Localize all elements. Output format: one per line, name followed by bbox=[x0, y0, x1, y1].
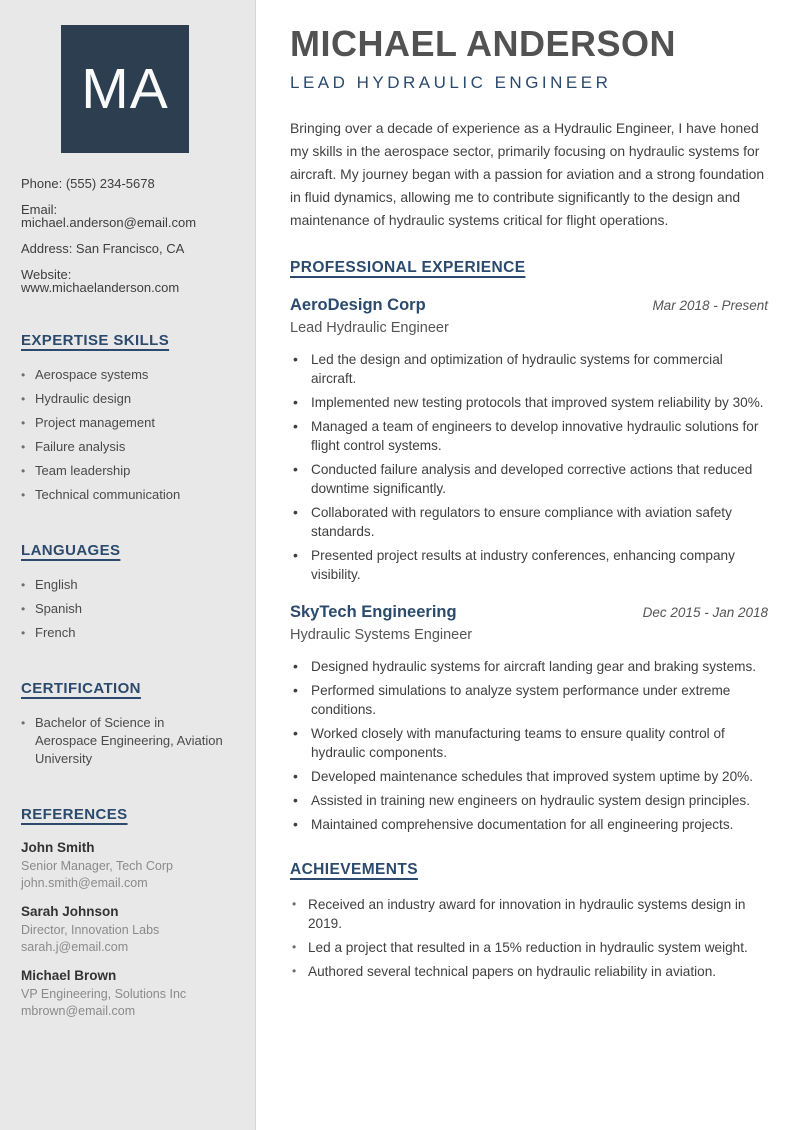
list-item: • Maintained comprehensive documentation for all engineering projects. bbox=[290, 815, 768, 834]
reference-title: VP Engineering, Solutions Inc bbox=[21, 987, 187, 1001]
list-item: • Worked closely with manufacturing teams to ensure quality control of hydraulic components. bbox=[290, 724, 768, 762]
list-item: • Performed simulations to analyze system performance under extreme conditions. bbox=[290, 681, 768, 719]
reference-entry bbox=[21, 904, 229, 956]
job-title: LEAD HYDRAULIC ENGINEER bbox=[290, 72, 612, 92]
list-item: • Implemented new testing protocols that improved system reliability by 30%. bbox=[290, 393, 768, 412]
certification-heading: CERTIFICATION bbox=[21, 680, 141, 697]
achievements-heading: ACHIEVEMENTS bbox=[290, 860, 418, 878]
reference-name: Michael Brown bbox=[21, 968, 117, 983]
company-name: SkyTech Engineering bbox=[290, 602, 457, 621]
achievements-section bbox=[290, 861, 768, 981]
reference-email: john.smith@email.com bbox=[21, 876, 148, 890]
list-item: • Designed hydraulic systems for aircraft landing gear and braking systems. bbox=[290, 657, 768, 676]
list-item: • Developed maintenance schedules that improved system uptime by 20%. bbox=[290, 767, 768, 786]
reference-email: mbrown@email.com bbox=[21, 1004, 136, 1018]
monogram-initials: MA bbox=[81, 57, 169, 121]
job-entry bbox=[290, 603, 768, 834]
company-name: AeroDesign Corp bbox=[290, 295, 426, 314]
sidebar bbox=[0, 0, 256, 1130]
languages-heading: LANGUAGES bbox=[21, 542, 121, 559]
list-item: • Conducted failure analysis and developed corrective actions that reduced downtime significantly. bbox=[290, 460, 768, 498]
list-item: • Authored several technical papers on hydraulic reliability in aviation. bbox=[290, 962, 768, 981]
job-header bbox=[290, 603, 768, 622]
skills-heading: EXPERTISE SKILLS bbox=[21, 332, 170, 349]
contact-email: Email: michael.anderson@email.com bbox=[21, 202, 197, 230]
list-item: • Technical communication bbox=[21, 486, 229, 504]
list-item: • Bachelor of Science in Aerospace Engineering, Aviation University bbox=[21, 714, 229, 768]
list-item: • Failure analysis bbox=[21, 438, 229, 456]
list-item: • French bbox=[21, 624, 229, 642]
main-content bbox=[256, 0, 800, 1130]
list-item: • Managed a team of engineers to develop innovative hydraulic solutions for flight control systems. bbox=[290, 417, 768, 455]
references-heading: REFERENCES bbox=[21, 806, 128, 823]
list-item: • Spanish bbox=[21, 600, 229, 618]
summary-paragraph: Bringing over a decade of experience as a Hydraulic Engineer, I have honed my skills in the aerospace sector, primarily focusing on hydraulic systems for aircraft. My journey began with a passion for aviation and a strong foundation in fluid dynamics, allowing me to contribute significantly to the design and maintenance of hydraulic systems critical for flight operations. bbox=[290, 119, 765, 228]
certification-section bbox=[21, 680, 229, 768]
job-bullets bbox=[290, 657, 768, 834]
skills-list bbox=[21, 366, 229, 504]
reference-entry bbox=[21, 968, 229, 1020]
list-item: • Assisted in training new engineers on hydraulic system design principles. bbox=[290, 791, 768, 810]
job-role: Hydraulic Systems Engineer bbox=[290, 626, 473, 643]
list-item: • Collaborated with regulators to ensure compliance with aviation safety standards. bbox=[290, 503, 768, 541]
languages-list bbox=[21, 576, 229, 642]
job-dates: Dec 2015 - Jan 2018 bbox=[642, 604, 768, 620]
references-section bbox=[21, 806, 229, 1020]
list-item: • Received an industry award for innovation in hydraulic systems design in 2019. bbox=[290, 895, 768, 933]
contact-info bbox=[21, 177, 229, 294]
achievements-list bbox=[290, 895, 768, 981]
list-item: • Hydraulic design bbox=[21, 390, 229, 408]
reference-name: Sarah Johnson bbox=[21, 904, 119, 919]
reference-name: John Smith bbox=[21, 840, 95, 855]
experience-heading: PROFESSIONAL EXPERIENCE bbox=[290, 258, 526, 276]
languages-section bbox=[21, 542, 229, 642]
skills-section bbox=[21, 332, 229, 504]
job-dates: Mar 2018 - Present bbox=[652, 297, 768, 313]
list-item: • Presented project results at industry conferences, enhancing company visibility. bbox=[290, 546, 768, 584]
reference-title: Senior Manager, Tech Corp bbox=[21, 859, 173, 873]
reference-entry bbox=[21, 840, 229, 892]
monogram-badge bbox=[61, 25, 189, 153]
job-header bbox=[290, 296, 768, 315]
list-item: • English bbox=[21, 576, 229, 594]
reference-email: sarah.j@email.com bbox=[21, 940, 129, 954]
contact-phone: Phone: (555) 234-5678 bbox=[21, 176, 155, 191]
experience-section bbox=[290, 259, 768, 834]
contact-address: Address: San Francisco, CA bbox=[21, 241, 185, 256]
page-title: MICHAEL ANDERSON bbox=[290, 23, 677, 64]
list-item: • Led a project that resulted in a 15% reduction in hydraulic system weight. bbox=[290, 938, 768, 957]
list-item: • Team leadership bbox=[21, 462, 229, 480]
certification-list bbox=[21, 714, 229, 768]
reference-title: Director, Innovation Labs bbox=[21, 923, 160, 937]
job-role: Lead Hydraulic Engineer bbox=[290, 319, 449, 336]
contact-website: Website: www.michaelanderson.com bbox=[21, 267, 180, 295]
job-bullets bbox=[290, 350, 768, 584]
list-item: • Project management bbox=[21, 414, 229, 432]
job-entry bbox=[290, 296, 768, 584]
list-item: • Aerospace systems bbox=[21, 366, 229, 384]
list-item: • Led the design and optimization of hydraulic systems for commercial aircraft. bbox=[290, 350, 768, 388]
